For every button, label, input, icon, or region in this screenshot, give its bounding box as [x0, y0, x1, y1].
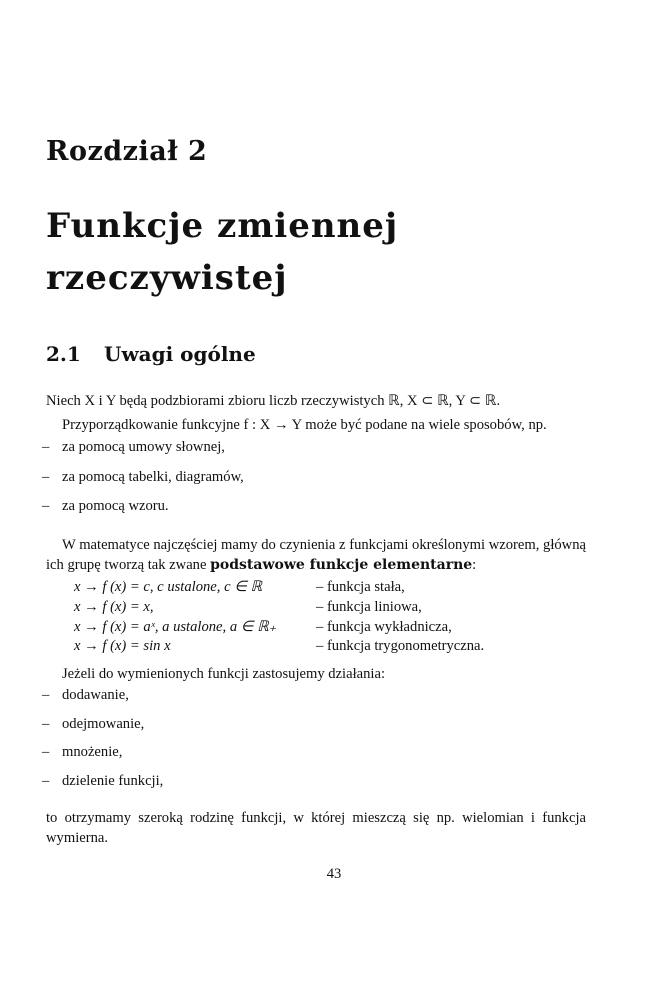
- function-formula: x → f (x) = aˣ, a ustalone, a ∈ ℝ₊: [74, 619, 277, 635]
- list-item: [42, 771, 163, 791]
- section-title: Uwagi ogólne: [104, 342, 256, 366]
- section-heading: [46, 342, 256, 366]
- function-description: – funkcja liniowa,: [316, 599, 422, 615]
- paragraph-elementary-end: :: [472, 557, 477, 573]
- list-bullet: –: [42, 469, 50, 485]
- list-bullet: –: [42, 716, 50, 732]
- function-formula: x → f (x) = c, c ustalone, c ∈ ℝ: [74, 579, 263, 595]
- list-item: [42, 685, 129, 705]
- list-item: [42, 742, 122, 762]
- chapter-label: Rozdział 2: [46, 136, 208, 167]
- list-bullet: –: [42, 498, 50, 514]
- function-description: – funkcja wykładnicza,: [316, 619, 452, 635]
- section-number: 2.1: [46, 342, 81, 366]
- paragraph-definition: Niech X i Y będą podzbiorami zbioru liczb rzeczywistych ℝ, X ⊂ ℝ, Y ⊂ ℝ.: [46, 393, 501, 409]
- list-item-text: dodawanie,: [62, 687, 129, 703]
- list-item-text: odejmowanie,: [62, 716, 145, 732]
- list-item-text: za pomocą umowy słownej,: [62, 439, 225, 455]
- page-number: 43: [326, 866, 342, 882]
- paragraph-conclusion: to otrzymamy szeroką rodzinę funkcji, w której mieszczą się np. wielomian i funkcja wymierna.: [46, 810, 586, 846]
- function-formula: x → f (x) = sin x: [74, 638, 171, 654]
- list-item: [42, 496, 169, 516]
- list-bullet: –: [42, 687, 50, 703]
- function-description: – funkcja stała,: [316, 579, 405, 595]
- list-item: [42, 467, 244, 487]
- list-item: [42, 437, 225, 457]
- list-item-text: dzielenie funkcji,: [62, 773, 164, 789]
- list-bullet: –: [42, 439, 50, 455]
- list-item-text: za pomocą wzoru.: [62, 498, 169, 514]
- list-item-text: za pomocą tabelki, diagramów,: [62, 469, 244, 485]
- function-formula: x → f (x) = x,: [74, 599, 154, 615]
- paragraph-mapping: Przyporządkowanie funkcyjne f : X → Y może być podane na wiele sposobów, np.: [62, 417, 547, 433]
- function-description: – funkcja trygonometryczna.: [316, 638, 485, 654]
- list-item-text: mnożenie,: [62, 744, 123, 760]
- list-bullet: –: [42, 773, 50, 789]
- list-bullet: –: [42, 744, 50, 760]
- chapter-title: Funkcje zmiennej rzeczywistej: [46, 206, 399, 298]
- paragraph-elementary: [46, 535, 586, 575]
- paragraph-elementary-start: W matematyce najczęściej mamy do czynienia z funkcjami określonymi wzorem, główną ich grupę tworzą tak zwane: [46, 537, 586, 573]
- paragraph-operations: Jeżeli do wymienionych funkcji zastosujemy działania:: [62, 666, 385, 682]
- list-item: [42, 714, 144, 734]
- elementary-functions-term: podstawowe funkcje elementarne: [210, 557, 473, 573]
